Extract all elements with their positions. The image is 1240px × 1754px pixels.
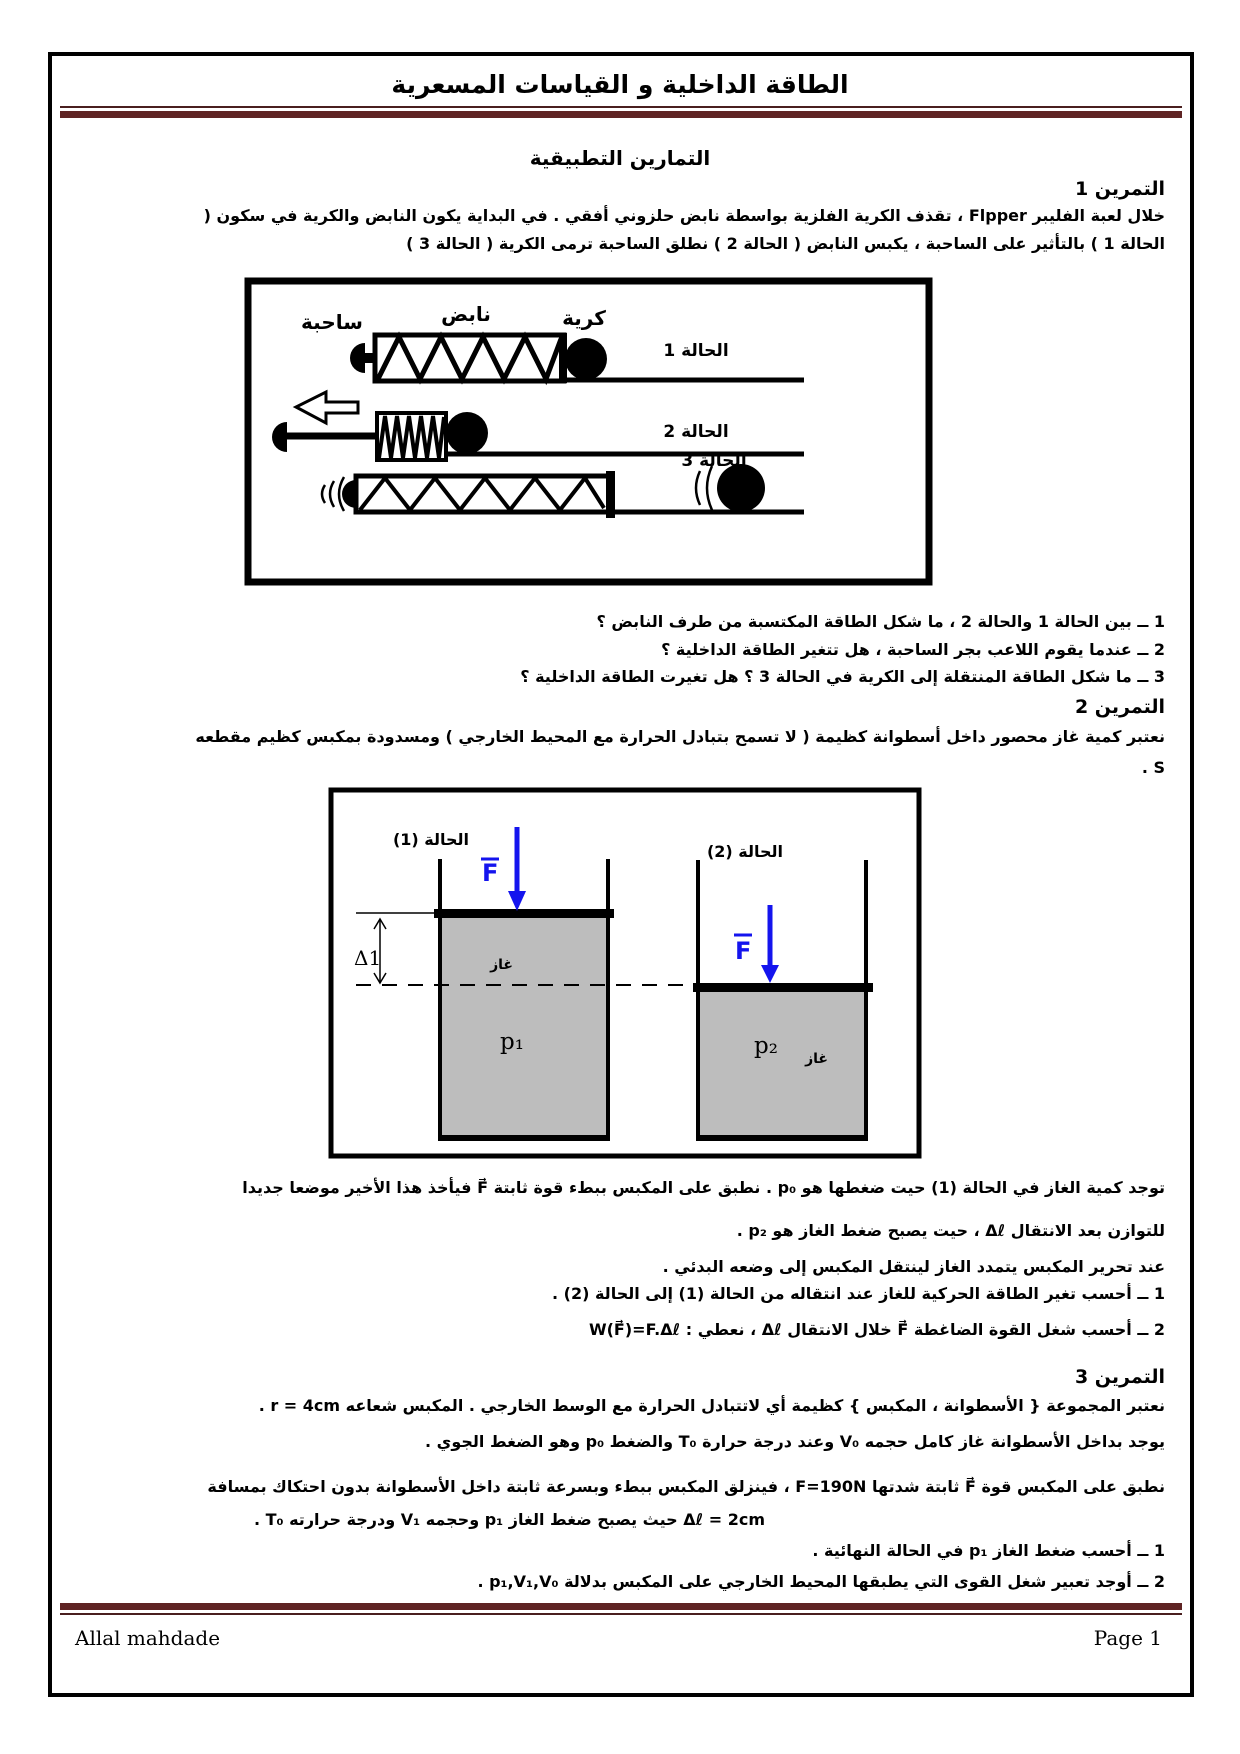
exercise2-heading: التمرين 2	[1074, 696, 1165, 718]
cylinder2-state-label: الحالة (2)	[706, 842, 784, 861]
exercise1-intro-line2: الحالة 1 ) بالتأثير على الساحبة ، يكبس النابض ( الحالة 2 ) نطلق الساحبة ترمى الكرية ( الحالة 3 )	[406, 234, 1165, 253]
ball-state3	[717, 464, 765, 512]
exercise3-line4: Δℓ = 2cm حيث يصبح ضغط الغاز p₁ وحجمه V₁ ودرجة حرارته T₀ .	[253, 1510, 765, 1529]
ball-state1	[565, 338, 607, 380]
force-label-2: F	[735, 937, 752, 965]
exercise3-question2: 2 ــ أوجد تعبير شغل القوى التي يطبقها المحيط الخارجي على المكبس بدلالة p₁,V₁,V₀ .	[477, 1572, 1165, 1591]
exercise2-body1: توجد كمية الغاز في الحالة (1) حيت ضغطها هو p₀ . نطبق على المكبس ببطء قوة ثابتة F⃗ فيأخذ هذا الأخير موضعا جديدا	[242, 1178, 1165, 1197]
puller-label: ساحبة	[301, 310, 363, 334]
exercise1-question2: 2 ــ عندما يقوم اللاعب بجر الساحبة ، هل تتغير الطاقة الداخلية ؟	[661, 640, 1165, 659]
spring-label: نابض	[441, 302, 491, 326]
state1-label: الحالة 1	[663, 341, 729, 361]
gas-volume-2	[700, 991, 864, 1137]
exercise3-line3: نطبق على المكبس قوة F⃗ ثابتة شدتها F=190N ، فينزلق المكبس ببطء وبسرعة ثابتة داخل الأسطوانة بدون احتكاك بمسافة	[207, 1477, 1165, 1496]
spring-states-figure	[244, 277, 933, 586]
page-title: الطاقة الداخلية و القياسات المسعرية	[391, 70, 849, 99]
state2-label: الحالة 2	[663, 422, 729, 442]
gas-label-1: غاز	[490, 957, 513, 973]
gas-volume-1	[442, 917, 608, 1137]
footer-rule-thin	[60, 1613, 1182, 1615]
ball-label: كرية	[562, 306, 606, 330]
pressure-label-1: p₁	[500, 1029, 524, 1055]
header-rule-thick	[60, 111, 1182, 118]
exercise3-question1: 1 ــ أحسب ضغط الغاز p₁ في الحالة النهائية .	[812, 1541, 1165, 1560]
delta-label: Δ1	[354, 946, 382, 970]
gas-piston-figure	[328, 787, 922, 1159]
exercise2-question2: 2 ــ أحسب شغل القوة الضاغطة F⃗ خلال الانتقال Δℓ ، نعطي : W(F⃗)=F.Δℓ	[588, 1320, 1165, 1339]
exercise2-body2: للتوازن بعد الانتقال Δℓ ، حيت يصبح ضغط الغاز هو p₂ .	[736, 1221, 1165, 1240]
piston-2	[693, 983, 873, 992]
exercise3-line1: نعتبر المجموعة { الأسطوانة ، المكبس } كظيمة أي لاتتبادل الحرارة مع الوسط الخارجي . المكبس شعاعه r = 4cm .	[258, 1396, 1165, 1415]
exercise1-question1: 1 ــ بين الحالة 1 والحالة 2 ، ما شكل الطاقة المكتسبة من طرف النابض ؟	[596, 612, 1165, 631]
exercise1-intro-line1: خلال لعبة الفليبر Flpper ، تقذف الكرية الفلزية بواسطة نابض حلزوني أفقي . في البداية يكون النابض والكرية في سكون (	[203, 206, 1165, 225]
exercise2-body3: عند تحرير المكبس يتمدد الغاز لينتقل المكبس إلى وضعه البدئي .	[662, 1257, 1165, 1276]
section-subtitle: التمارين التطبيقية	[529, 146, 711, 170]
exercise1-heading: التمرين 1	[1074, 178, 1165, 200]
footer-author: Allal mahdade	[75, 1626, 221, 1650]
footer-rule-thick	[60, 1603, 1182, 1610]
gas-label-2: غاز	[805, 1051, 828, 1067]
exercise1-question3: 3 ــ ما شكل الطاقة المنتقلة إلى الكرية في الحالة 3 ؟ هل تغيرت الطاقة الداخلية ؟	[520, 667, 1165, 686]
state3-label: الحالة 3	[681, 451, 747, 471]
gas-piston-diagram	[328, 787, 922, 1159]
exercise2-question1: 1 ــ أحسب تغير الطاقة الحركية للغاز عند انتقاله من الحالة (1) إلى الحالة (2) .	[551, 1284, 1165, 1303]
spring-states-diagram	[244, 277, 933, 586]
footer-page-number: Page 1	[1093, 1626, 1162, 1650]
exercise3-line2: يوجد بداخل الأسطوانة غاز كامل حجمه V₀ وعند درجة حرارة T₀ والضغط p₀ وهو الضغط الجوي .	[425, 1432, 1165, 1451]
force-label-1: F	[482, 859, 499, 887]
ball-state2	[446, 412, 488, 454]
header-rule-thin	[60, 106, 1182, 108]
cylinder1-state-label: الحالة (1)	[392, 830, 470, 849]
exercise3-heading: التمرين 3	[1074, 1366, 1165, 1388]
pressure-label-2: p₂	[754, 1033, 778, 1059]
exercise2-intro-line2: S .	[1141, 758, 1165, 777]
piston-1	[434, 909, 614, 918]
exercise2-intro-line1: نعتبر كمية غاز محصور داخل أسطوانة كظيمة ( لا تسمح بتبادل الحرارة مع المحيط الخارجي ) ومسدودة بمكبس كظيم مقطعه	[195, 727, 1165, 746]
